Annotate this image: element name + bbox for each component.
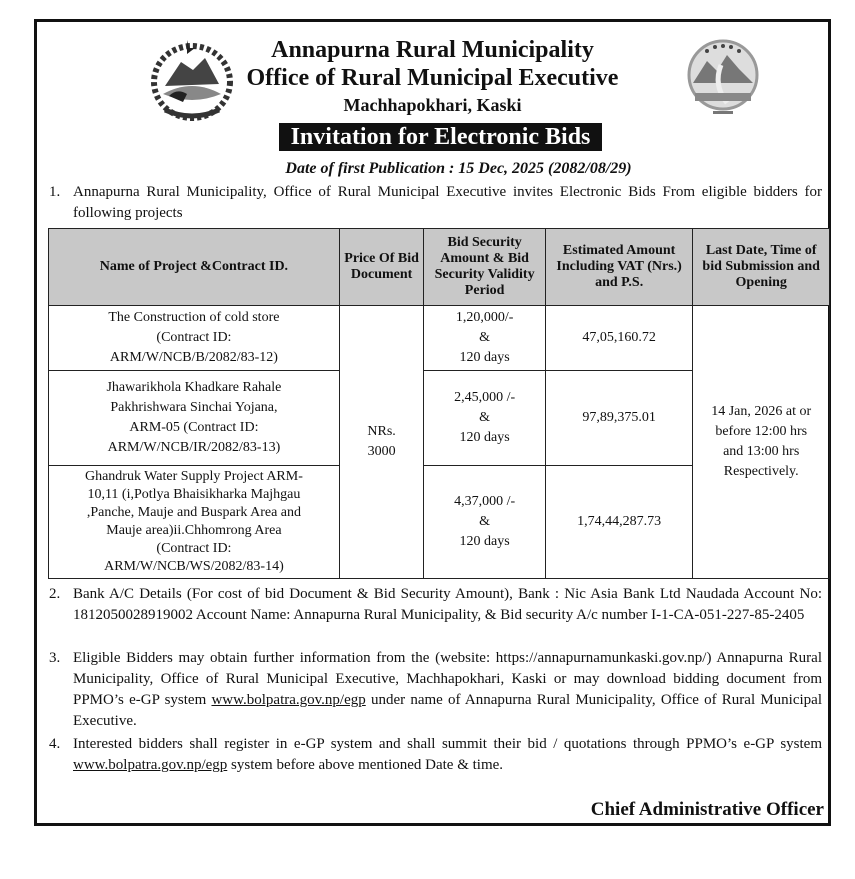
header-last-date: Last Date, Time of bid Submission and Opening — [693, 229, 830, 306]
paragraph-4 — [49, 734, 822, 776]
paragraph-text: Interested bidders shall register in e-GP system and shall summit their bid / quotations through PPMO’s e-GP system www.bolpatra.gov.np/egp system before above mentioned Date & time. — [73, 736, 822, 773]
publication-date: Date of first Publication : 15 Dec, 2025 (2082/08/29) — [285, 160, 632, 177]
paragraph-text: Annapurna Rural Municipality, Office of Rural Municipal Executive invites Electronic Bids From eligible bidders for following projects — [73, 184, 822, 221]
paragraph-text: Eligible Bidders may obtain further information from the (website: https://annapurnamunkaski.gov.np/) Annapurna Rural Municipality, Office of Rural Municipal Executive, Machhapokhari, Kaski or may download bidding document from PPMO’s e-GP system www.bolpatra.gov.np/egp under name of Annapurna Rural Municipality, Office of Rural Municipal Executive. — [73, 650, 822, 729]
project-cell: The Construction of cold store (Contract ID: ARM/W/NCB/B/2082/83-12) — [49, 306, 340, 371]
paragraph-1 — [49, 182, 822, 224]
location: Machhapokhari, Kaski — [343, 95, 522, 115]
header-bid-security: Bid Security Amount & Bid Security Validity Period — [424, 229, 546, 306]
project-cell: Ghandruk Water Supply Project ARM- 10,11 (i,Potlya Bhaisikharka Majhgau ,Panche, Mauje and Buspark Area and Mauje area)ii.Chhomrong Area (Contract ID: ARM/W/NCB/WS/2082/83-14) — [49, 466, 340, 579]
price-cell: NRs. 3000 — [339, 306, 424, 579]
bid-security-cell: 1,20,000/- & 120 days — [424, 306, 546, 371]
bid-security-cell: 4,37,000 /- & 120 days — [424, 466, 546, 579]
paragraph-text: Bank A/C Details (For cost of bid Document & Bid Security Amount), Bank : Nic Asia Bank Ltd Naudada Account No: 1812050028919002 Account Name: Annapurna Rural Municipality, & Bid security A/c number I-1-CA-051-227-85-2405 — [73, 586, 822, 623]
table-row — [49, 306, 830, 371]
header-estimated-amount: Estimated Amount Including VAT (Nrs.) and P.S. — [545, 229, 693, 306]
header-project: Name of Project &Contract ID. — [49, 229, 340, 306]
header-price: Price Of Bid Document — [339, 229, 424, 306]
last-date-cell: 14 Jan, 2026 at or before 12:00 hrs and 13:00 hrs Respectively. — [693, 306, 830, 579]
paragraph-number: 2. — [49, 586, 61, 602]
estimated-amount-cell: 47,05,160.72 — [545, 306, 693, 371]
paragraph-number: 3. — [49, 650, 61, 666]
paragraph-3 — [49, 648, 822, 732]
notice-title: Invitation for Electronic Bids — [279, 123, 603, 151]
paragraph-number: 4. — [49, 736, 61, 752]
estimated-amount-cell: 97,89,375.01 — [545, 371, 693, 466]
bids-table — [48, 228, 830, 579]
office-name: Office of Rural Municipal Executive — [246, 65, 619, 91]
project-cell: Jhawarikhola Khadkare Rahale Pakhrishwara Sinchai Yojana, ARM-05 (Contract ID: ARM/W/NCB/IR/2082/83-13) — [49, 371, 340, 466]
egp-link[interactable]: www.bolpatra.gov.np/egp — [211, 692, 366, 708]
paragraph-2 — [49, 584, 822, 626]
table-header-row — [49, 229, 830, 306]
paragraph-number: 1. — [49, 184, 61, 200]
estimated-amount-cell: 1,74,44,287.73 — [545, 466, 693, 579]
org-name: Annapurna Rural Municipality — [271, 37, 594, 63]
notice-frame — [34, 19, 831, 826]
egp-link[interactable]: www.bolpatra.gov.np/egp — [73, 757, 228, 773]
signature: Chief Administrative Officer — [590, 799, 824, 820]
bid-security-cell: 2,45,000 /- & 120 days — [424, 371, 546, 466]
